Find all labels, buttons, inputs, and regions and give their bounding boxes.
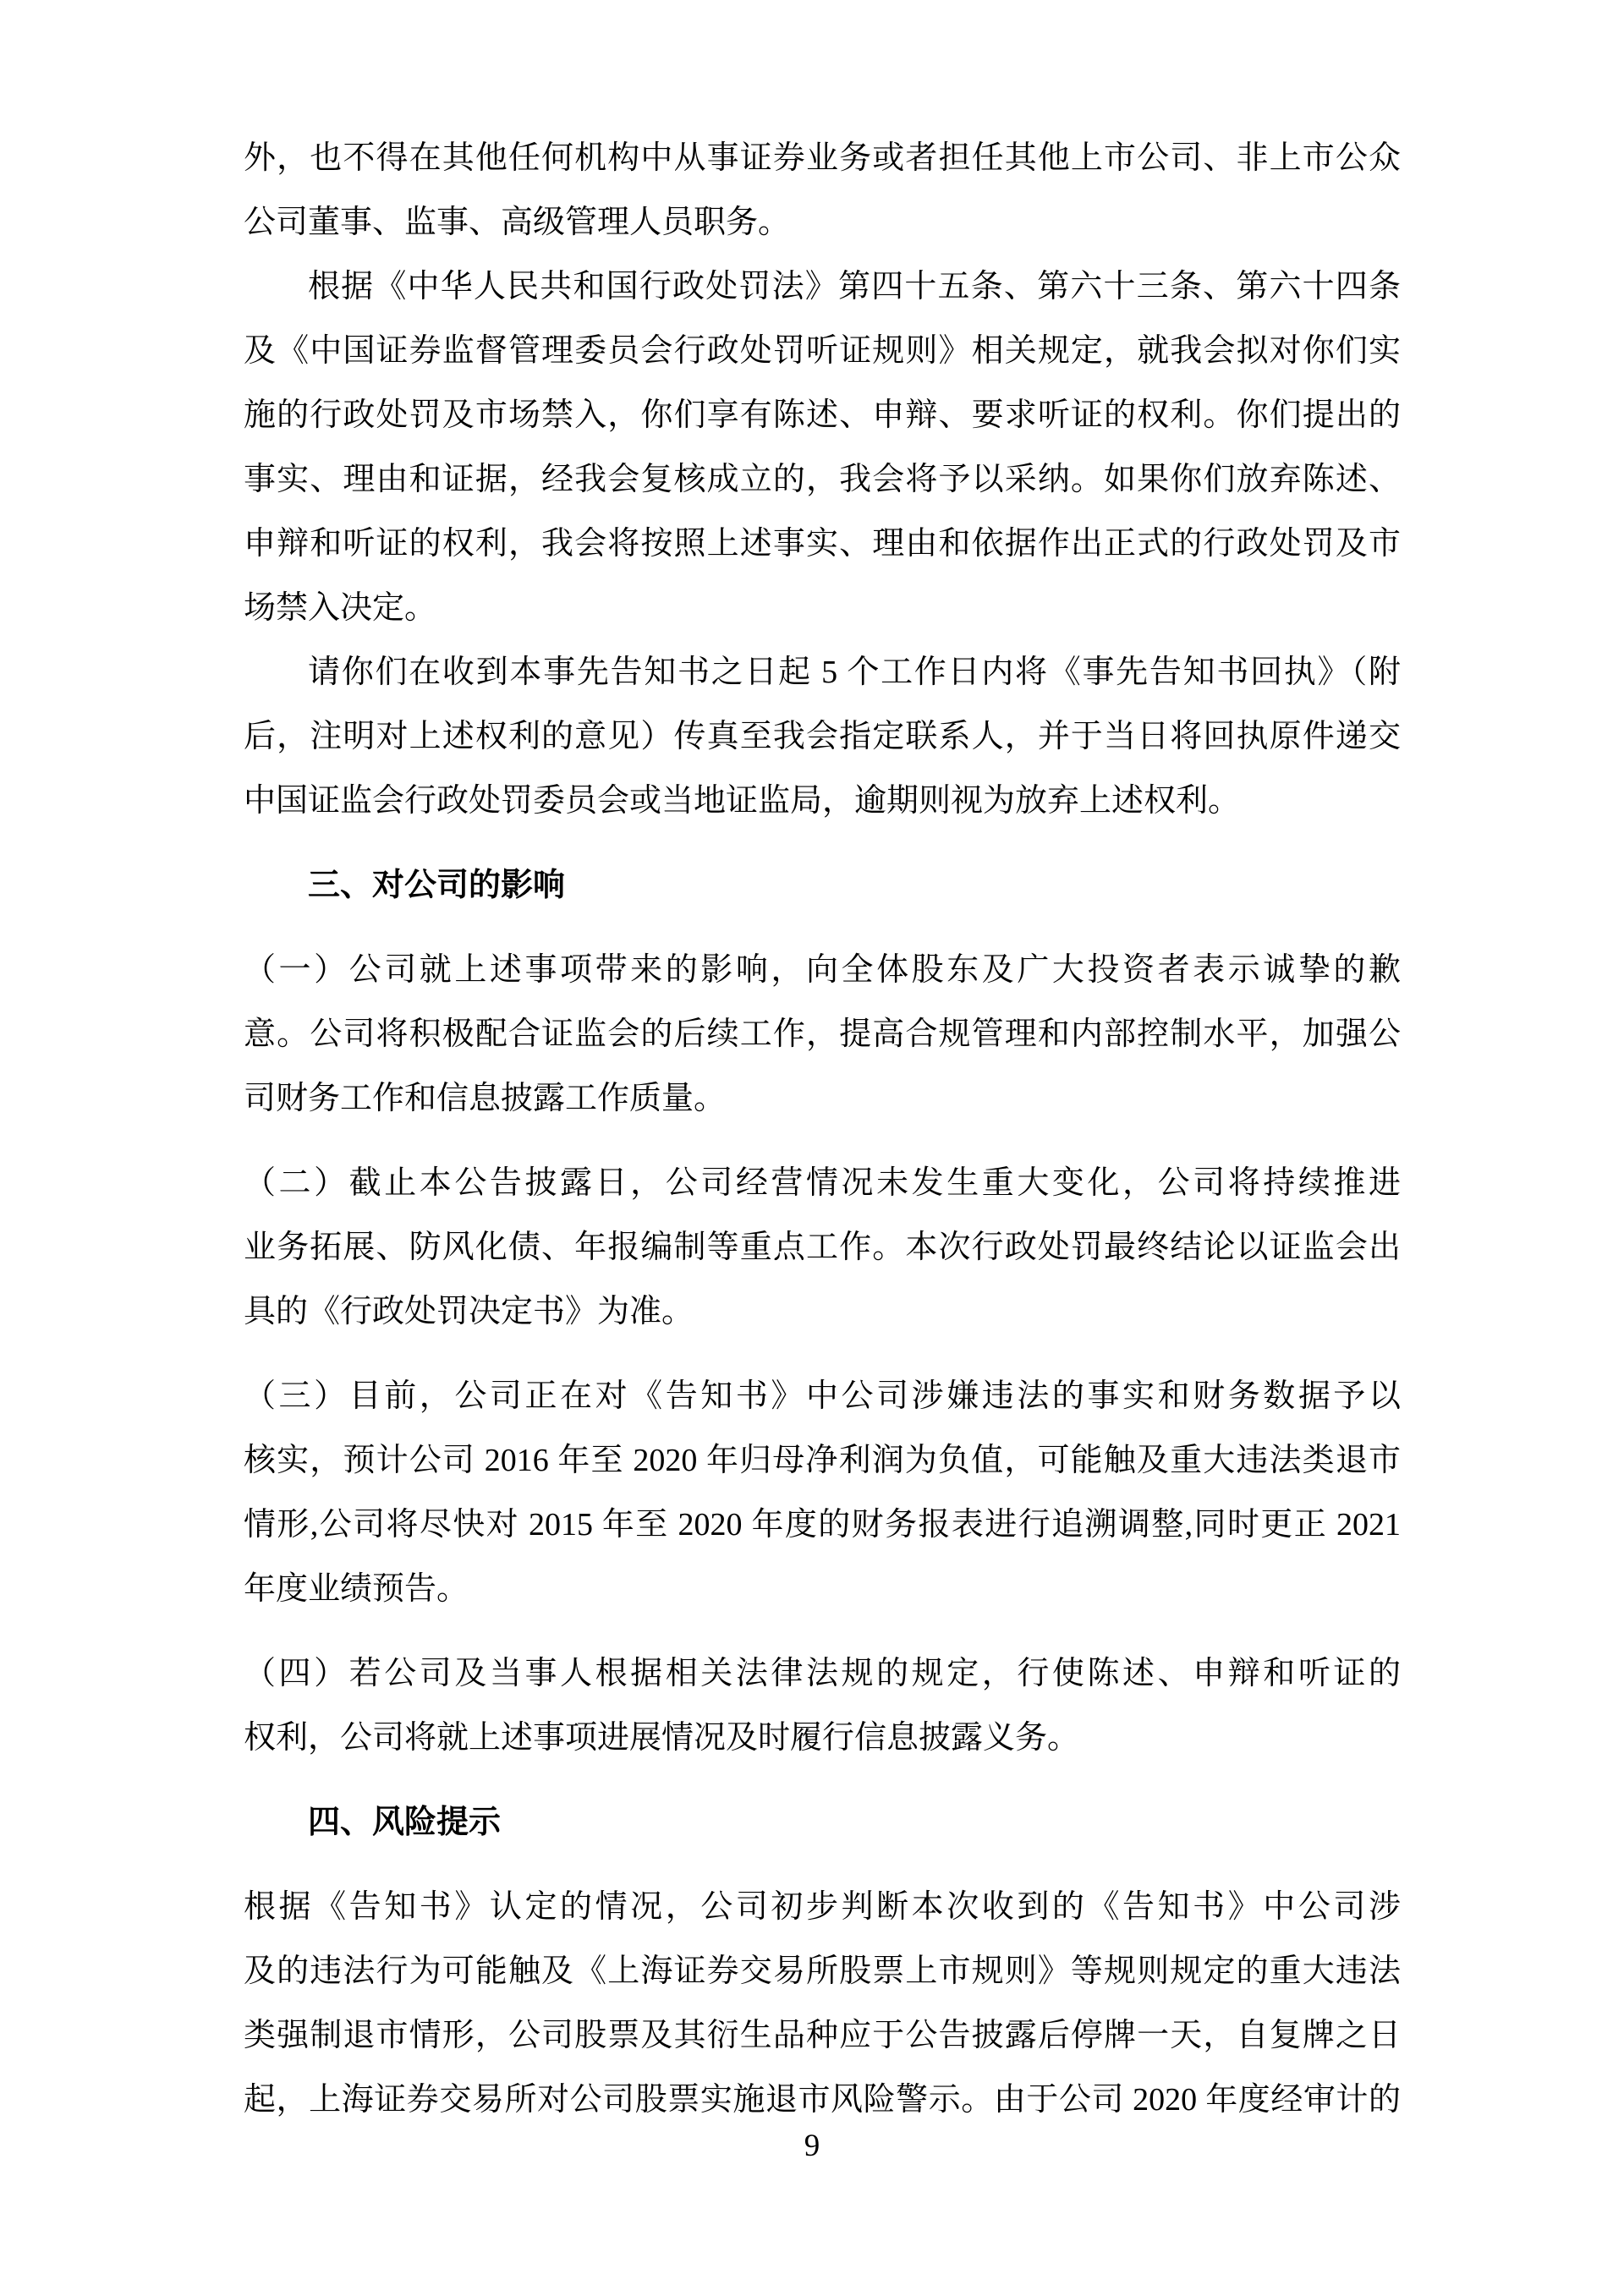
page-number: 9: [804, 2129, 820, 2163]
text-line: 类强制退市情形，公司股票及其衍生品种应于公告披露后停牌一天，自复牌之日: [244, 2018, 1401, 2053]
paragraph: [244, 938, 1401, 1131]
text-line: 根据《中华人民共和国行政处罚法》第四十五条、第六十三条、第六十四条: [308, 269, 1401, 304]
text-line: 申辩和听证的权利，我会将按照上述事实、理由和依据作出正式的行政处罚及市: [244, 526, 1401, 562]
text-line: 后，注明对上述权利的意见）传真至我会指定联系人，并于当日将回执原件递交: [244, 719, 1401, 754]
text-line: 公司董事、监事、高级管理人员职务。: [244, 205, 791, 240]
paragraph: [244, 1151, 1401, 1344]
paragraph: [244, 255, 1401, 640]
text-line: 年度业绩预告。: [244, 1571, 469, 1607]
text-line: （二）截止本公告披露日，公司经营情况未发生重大变化，公司将持续推进: [244, 1165, 1401, 1201]
text-line: 情形,公司将尽快对 2015 年至 2020 年度的财务报表进行追溯调整,同时更正 2021: [244, 1507, 1401, 1543]
text-line: 业务拓展、防风化债、年报编制等重点工作。本次行政处罚最终结论以证监会出: [244, 1230, 1401, 1265]
text-line: 意。公司将积极配合证监会的后续工作，提高合规管理和内部控制水平，加强公: [244, 1016, 1401, 1052]
text-line: 及《中国证券监督管理委员会行政处罚听证规则》相关规定，就我会拟对你们实: [244, 333, 1401, 369]
section-heading-company-impact: 三、对公司的影响: [308, 868, 566, 903]
text-line: （三）目前，公司正在对《告知书》中公司涉嫌违法的事实和财务数据予以: [244, 1378, 1401, 1414]
text-line: 核实，预计公司 2016 年至 2020 年归母净利润为负值，可能触及重大违法类退市: [244, 1443, 1401, 1478]
text-line: 外，也不得在其他任何机构中从事证券业务或者担任其他上市公司、非上市公众: [244, 140, 1401, 176]
text-line: 请你们在收到本事先告知书之日起 5 个工作日内将《事先告知书回执》（附: [308, 655, 1401, 690]
text-line: 中国证监会行政处罚委员会或当地证监局，逾期则视为放弃上述权利。: [244, 783, 1241, 819]
text-line: 事实、理由和证据，经我会复核成立的，我会将予以采纳。如果你们放弃陈述、: [244, 462, 1401, 497]
paragraph: [244, 126, 1401, 255]
text-line: （一）公司就上述事项带来的影响，向全体股东及广大投资者表示诚挚的歉: [244, 952, 1401, 988]
paragraph: [244, 1875, 1401, 2132]
paragraph: [244, 1364, 1401, 1621]
paragraph: [244, 640, 1401, 833]
text-line: 场禁入决定。: [244, 590, 437, 626]
text-line: （四）若公司及当事人根据相关法律法规的规定，行使陈述、申辩和听证的: [244, 1656, 1401, 1691]
text-line: 施的行政处罚及市场禁入，你们享有陈述、申辩、要求听证的权利。你们提出的: [244, 397, 1401, 433]
text-line: 权利，公司将就上述事项进展情况及时履行信息披露义务。: [244, 1720, 1080, 1756]
section-heading-risk-notice: 四、风险提示: [308, 1805, 502, 1840]
text-line: 司财务工作和信息披露工作质量。: [244, 1081, 727, 1116]
text-line: 具的《行政处罚决定书》为准。: [244, 1294, 694, 1329]
text-line: 及的违法行为可能触及《上海证券交易所股票上市规则》等规则规定的重大违法: [244, 1954, 1401, 1989]
paragraph: [244, 1641, 1401, 1770]
text-line: 根据《告知书》认定的情况，公司初步判断本次收到的《告知书》中公司涉: [244, 1889, 1401, 1925]
document-body: [244, 126, 1401, 2132]
text-line: 起，上海证券交易所对公司股票实施退市风险警示。由于公司 2020 年度经审计的: [244, 2082, 1401, 2118]
